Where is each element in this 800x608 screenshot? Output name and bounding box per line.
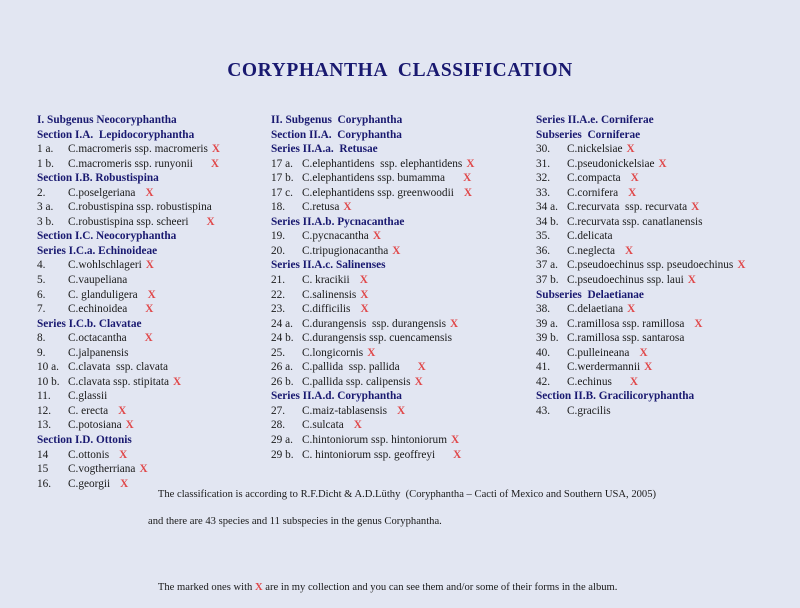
taxon-heading-label: Section II.A. Coryphantha [271,128,402,141]
taxon-heading-label: Series II.A.a. Retusae [271,143,378,156]
taxon-entry [271,404,537,419]
taxon-entry [37,418,273,433]
taxon-entry-number: 26 b. [271,375,294,388]
taxon-entry-name: C.clavata ssp. stipitata [68,375,170,388]
taxon-entry [536,317,798,332]
taxon-heading [37,433,273,448]
taxon-entry-number: 33. [536,186,551,199]
taxon-entry-name: C.macromeris ssp. runyonii [68,157,193,170]
collection-marker-icon: X [417,361,426,374]
taxon-entry-number: 7. [37,303,46,316]
taxon-entry-name: C.pseudoechinus ssp. pseudoechinus [567,259,734,272]
taxon-entry-name: C.elephantidens ssp. bumamma [302,172,446,185]
taxon-entry-name: C.pycnacantha [302,230,369,243]
collection-marker-icon: X [463,186,473,199]
taxon-entry-name: C.wohlschlageri [68,259,142,272]
taxon-entry [271,331,537,346]
taxon-entry-name: C.gracilis [567,404,611,417]
taxon-entry-number: 20. [271,244,286,257]
taxon-heading [536,389,798,404]
taxon-entry [37,404,273,419]
taxon-heading [536,113,798,128]
taxon-entry-number: 24 b. [271,332,294,345]
taxon-entry-number: 37 a. [536,259,558,272]
taxon-entry [37,273,273,288]
taxon-entry-number: 34 b. [536,215,559,228]
taxon-entry-number: 39 a. [536,317,558,330]
taxon-entry-name: C.cornifera [567,186,619,199]
taxon-entry-name: C. hintoniorum ssp. geoffreyi [302,448,436,461]
collection-marker-icon: X [414,375,423,388]
taxon-entry-name: C.durangensis ssp. durangensis [302,317,447,330]
taxon-entry [37,331,273,346]
taxon-entry-number: 17 c. [271,186,293,199]
collection-marker-icon: X [626,143,635,156]
taxon-entry-number: 36. [536,244,551,257]
taxon-entry-name: C. erecta [68,404,109,417]
taxon-heading [271,389,537,404]
taxon-entry-name: C.maiz-tablasensis [302,404,388,417]
taxon-entry-number: 5. [37,274,46,287]
taxon-entry-name: C. kracikii [302,274,350,287]
footer-marker-prefix: The marked ones with [157,582,255,594]
taxon-entry-number: 40. [536,346,551,359]
taxon-entry-number: 19. [271,230,286,243]
taxon-entry-number: 10 b. [37,375,60,388]
taxon-heading-label: Section II.B. Gracilicoryphantha [536,390,695,403]
collection-marker-icon: X [466,157,475,170]
taxon-heading-label: Section I.A. Lepidocoryphantha [37,128,195,141]
taxon-entry-name: C.tripugionacantha [302,244,389,257]
taxon-entry-number: 22. [271,288,286,301]
taxon-entry-number: 41. [536,361,551,374]
taxon-entry [37,360,273,375]
taxon-entry-number: 27. [271,404,286,417]
taxon-entry-name: C.echinoidea [68,303,128,316]
taxon-entry-name: C.delicata [567,230,613,243]
taxon-entry [536,142,798,157]
collection-marker-icon: X [360,288,369,301]
taxon-entry-number: 24 a. [271,317,293,330]
taxon-entry [536,375,798,390]
taxon-entry [37,288,273,303]
taxon-entry-number: 42. [536,375,551,388]
taxon-heading [37,113,273,128]
taxon-heading-label: Section I.C. Neocoryphantha [37,230,177,243]
collection-marker-icon: X [173,375,182,388]
collection-marker-icon: X [450,434,460,447]
taxon-entry [536,346,798,361]
taxon-entry-number: 26 a. [271,361,293,374]
taxon-entry-name: C.clavata ssp. clavata [68,361,169,374]
taxon-entry-number: 11. [37,390,51,403]
taxon-entry [271,302,537,317]
taxon-entry-name: C.salinensis [302,288,357,301]
collection-marker-icon: X [359,274,368,287]
collection-marker-icon: X [360,303,369,316]
taxon-heading [37,171,273,186]
taxon-entry [271,375,537,390]
classification-column-2 [271,113,537,462]
taxon-entry-name: C. glanduligera [68,288,138,301]
taxon-entry [536,258,798,273]
taxon-entry-name: C.pseudoechinus ssp. laui [567,274,684,287]
taxon-heading-label: Section I.D. Ottonis [37,434,132,447]
taxon-entry-name: C.hintoniorum ssp. hintoniorum [302,434,447,447]
taxon-entry [271,157,537,172]
taxon-entry-name: C.werdermannii [567,361,641,374]
taxon-entry-number: 43. [536,404,551,417]
taxon-entry-number: 1 a. [37,143,54,156]
taxon-entry-number: 10 a. [37,361,59,374]
footer-marker-note [142,568,722,608]
taxon-heading [271,215,537,230]
taxon-entry-name: C.vogtherriana [68,463,136,476]
collection-marker-icon: X [627,303,636,316]
collection-marker-icon: X [639,346,648,359]
taxon-entry-name: C.poselgeriana [68,186,136,199]
taxon-entry-number: 14 [37,448,49,461]
taxon-entry-name: C.georgii [68,477,111,490]
taxon-entry-name: C.robustispina ssp. robustispina [68,201,212,214]
collection-marker-icon: X [625,244,634,257]
collection-marker-icon: X [463,172,472,185]
collection-marker-icon: X [450,317,459,330]
classification-column-3 [536,113,798,418]
taxon-entry [536,157,798,172]
taxon-heading [37,244,273,259]
taxon-heading-label: I. Subgenus Neocoryphantha [37,114,177,126]
collection-marker-icon: X [630,172,639,185]
collection-marker-icon: X [644,361,653,374]
taxon-entry [536,215,798,230]
taxon-entry [536,302,798,317]
classification-columns [0,113,800,490]
taxon-entry-number: 37 b. [536,274,559,287]
taxon-entry-name: C.durangensis ssp. cuencamensis [302,332,452,345]
taxon-entry [271,418,537,433]
taxon-entry [37,258,273,273]
taxon-entry-number: 25. [271,346,286,359]
taxon-entry [271,448,537,463]
taxon-entry-number: 29 a. [271,434,293,447]
taxon-heading-label: Series I.C.a. Echinoideae [37,244,158,257]
taxon-entry-number: 15 [37,463,49,476]
taxon-heading [536,288,798,303]
taxon-entry-name: C.compacta [567,172,621,185]
taxon-heading [37,128,273,143]
taxon-entry-name: C.pallida ssp. pallida [302,361,400,374]
collection-marker-icon: X [353,419,362,432]
collection-marker-icon: X [691,201,700,214]
taxon-entry [37,186,273,201]
taxon-heading-label: Subseries Delaetianae [536,288,644,301]
collection-marker-icon: X [125,419,134,432]
taxon-entry [271,200,537,215]
collection-marker-icon: X [372,230,381,243]
taxon-entry-name: C.elephantidens ssp. greenwoodii [302,186,454,199]
taxon-entry [271,288,537,303]
taxon-entry-number: 17 a. [271,157,293,170]
collection-marker-icon: X [147,288,156,301]
collection-marker-icon: X [453,448,462,461]
taxon-entry [536,331,798,346]
footer-notes [142,474,722,608]
collection-marker-icon: X [658,157,667,170]
taxon-entry [536,186,798,201]
taxon-entry-name: C.difficilis [302,303,351,316]
collection-marker-icon: X [687,274,696,287]
taxon-entry [536,229,798,244]
taxon-entry-number: 2. [37,186,46,199]
taxon-entry [536,273,798,288]
collection-marker-icon: X [206,215,215,228]
taxon-entry-name: C.macromeris ssp. macromeris [68,143,208,156]
taxon-entry [37,302,273,317]
marker-icon: X [254,582,263,594]
taxon-heading-label: Subseries Corniferae [536,128,641,141]
taxon-heading [536,128,798,143]
taxon-entry-number: 28. [271,419,286,432]
taxon-entry-number: 29 b. [271,448,294,461]
taxon-entry [37,215,273,230]
collection-marker-icon: X [367,346,376,359]
taxon-entry [271,317,537,332]
taxon-entry-name: C.robustispina ssp. scheeri [68,215,189,228]
taxon-heading [37,317,273,332]
taxon-entry [37,346,273,361]
classification-column-1 [37,113,273,491]
taxon-entry [271,186,537,201]
taxon-entry-name: C.ramillosa ssp. ramillosa [567,317,685,330]
taxon-entry-name: C.pseudonickelsiae [567,157,655,170]
taxon-entry [271,273,537,288]
taxon-entry-name: C.longicornis [302,346,364,359]
collection-marker-icon: X [144,332,153,345]
taxon-entry-name: C.jalpanensis [68,346,129,359]
taxon-heading-label: Series II.A.e. Corniferae [536,114,654,126]
taxon-entry-number: 8. [37,332,46,345]
taxon-entry-number: 12. [37,404,52,417]
taxon-entry-name: C.sulcata [302,419,344,432]
taxon-heading-label: II. Subgenus Coryphantha [271,114,403,126]
taxon-entry [37,448,273,463]
taxon-entry [536,244,798,259]
taxon-entry-name: C.vaupeliana [68,274,128,287]
taxon-entry-name: C.neglecta [567,244,615,257]
taxon-entry [271,346,537,361]
taxon-entry-number: 39 b. [536,332,559,345]
taxon-entry [271,171,537,186]
taxon-entry [37,389,273,404]
taxon-entry-number: 16. [37,477,52,490]
taxon-entry-name: C.echinus [567,375,612,388]
taxon-entry [37,142,273,157]
taxon-entry-number: 3 b. [37,215,54,228]
taxon-heading [271,128,537,143]
taxon-entry-name: C.ramillosa ssp. santarosa [567,332,685,345]
taxon-entry-number: 30. [536,143,551,156]
taxon-entry-number: 34 a. [536,201,558,214]
taxon-entry [536,200,798,215]
taxon-entry-number: 3 a. [37,201,54,214]
taxon-heading-label: Series II.A.c. Salinenses [271,259,386,272]
taxon-entry-name: C.potosiana [68,419,122,432]
collection-marker-icon: X [211,143,221,156]
taxon-entry-number: 21. [271,274,286,287]
taxon-entry-number: 1 b. [37,157,54,170]
taxon-entry-name: C.pulleineana [567,346,630,359]
taxon-entry-name: C.nickelsiae [567,143,623,156]
collection-marker-icon: X [145,259,154,272]
taxon-entry-number: 9. [37,346,46,359]
taxon-heading-label: Series I.C.b. Clavatae [37,317,142,330]
taxon-entry-number: 6. [37,288,46,301]
taxon-heading-label: Series II.A.d. Coryphantha [271,390,402,403]
taxon-entry [37,200,273,215]
taxon-entry-number: 31. [536,157,551,170]
taxon-entry [37,157,273,172]
footer-source-note [142,474,722,556]
collection-marker-icon: X [392,244,401,257]
footer-source-line2: and there are 43 species and 11 subspecies in the genus Coryphantha. [148,515,442,527]
taxon-entry-name: C.recurvata ssp. recurvata [567,201,688,214]
taxon-entry-name: C.ottonis [68,448,110,461]
page-title: CORYPHANTHA CLASSIFICATION [227,60,573,81]
taxon-heading [37,229,273,244]
footer-marker-suffix: are in my collection and you can see them and/or some of their forms in the album. [262,582,618,594]
taxon-entry [536,404,798,419]
collection-marker-icon: X [145,303,154,316]
taxon-entry-name: C.octacantha [68,332,127,345]
taxon-entry [271,360,537,375]
footer-source-line1: The classification is according to R.F.Dicht & A.D.Lüthy (Coryphantha – Cacti of Mexico and Southern USA, 2005) [157,488,657,500]
taxon-heading [271,113,537,128]
taxon-entry-name: C.glassii [68,390,108,403]
collection-marker-icon: X [629,375,639,388]
taxon-entry [271,433,537,448]
taxon-entry-number: 23. [271,303,286,316]
taxon-entry-name: C.retusa [302,201,340,214]
collection-marker-icon: X [118,404,127,417]
collection-marker-icon: X [145,186,154,199]
taxon-entry-name: C.pallida ssp. calipensis [302,375,411,388]
taxon-heading [271,142,537,157]
taxon-entry [271,229,537,244]
collection-marker-icon: X [210,157,220,170]
taxon-entry-name: C.recurvata ssp. canatlanensis [567,215,703,228]
taxon-entry [536,171,798,186]
taxon-heading [271,258,537,273]
collection-marker-icon: X [139,463,148,476]
collection-marker-icon: X [343,201,352,214]
collection-marker-icon: X [628,186,637,199]
collection-marker-icon: X [737,259,746,272]
taxon-entry-number: 35. [536,230,551,243]
taxon-entry-name: C.elephantidens ssp. elephantidens [302,157,463,170]
taxon-entry [37,375,273,390]
taxon-entry [271,244,537,259]
taxon-entry-number: 38. [536,303,551,316]
taxon-entry-number: 13. [37,419,52,432]
taxon-entry-number: 18. [271,201,286,214]
taxon-entry [536,360,798,375]
collection-marker-icon: X [694,317,703,330]
taxon-entry-number: 32. [536,172,551,185]
taxon-entry-number: 4. [37,259,46,272]
taxon-entry-name: C.delaetiana [567,303,624,316]
collection-marker-icon: X [120,477,129,490]
collection-marker-icon: X [397,404,406,417]
collection-marker-icon: X [119,448,128,461]
taxon-heading-label: Series II.A.b. Pycnacanthae [271,215,405,228]
taxon-heading-label: Section I.B. Robustispina [37,172,159,185]
taxon-entry-number: 17 b. [271,172,294,185]
